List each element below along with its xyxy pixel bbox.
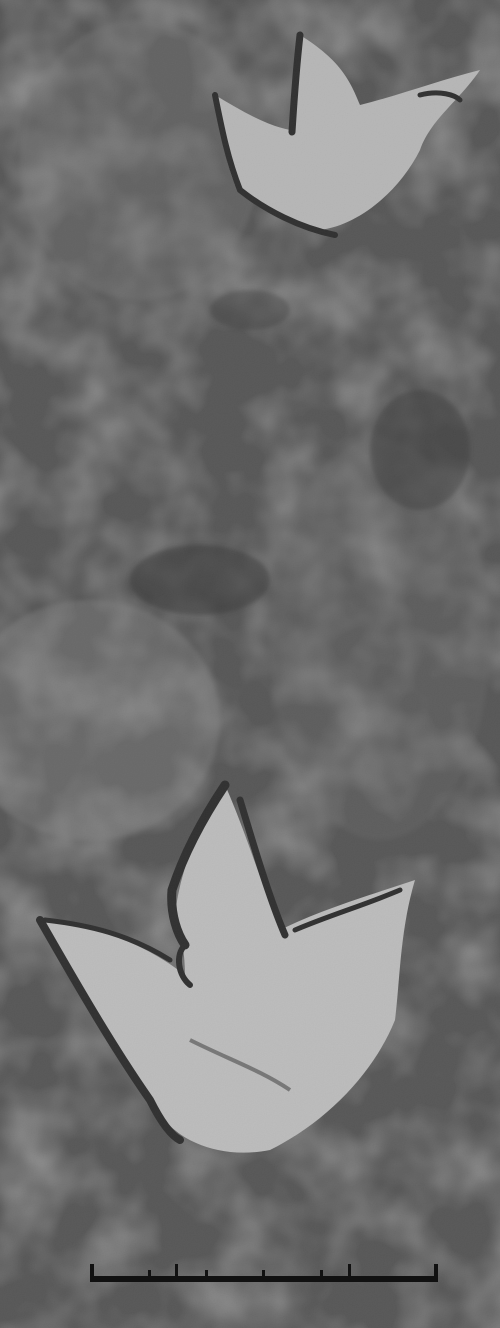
- scale-bar-tick: [205, 1270, 208, 1278]
- scale-bar-tick: [320, 1270, 323, 1278]
- scale-bar-tick: [90, 1264, 94, 1282]
- scale-bar-tick: [175, 1264, 178, 1278]
- scale-bar-tick: [434, 1264, 438, 1282]
- scale-bar-tick: [348, 1264, 351, 1278]
- scale-bar-tick: [262, 1270, 265, 1278]
- scale-bar-tick: [148, 1270, 151, 1278]
